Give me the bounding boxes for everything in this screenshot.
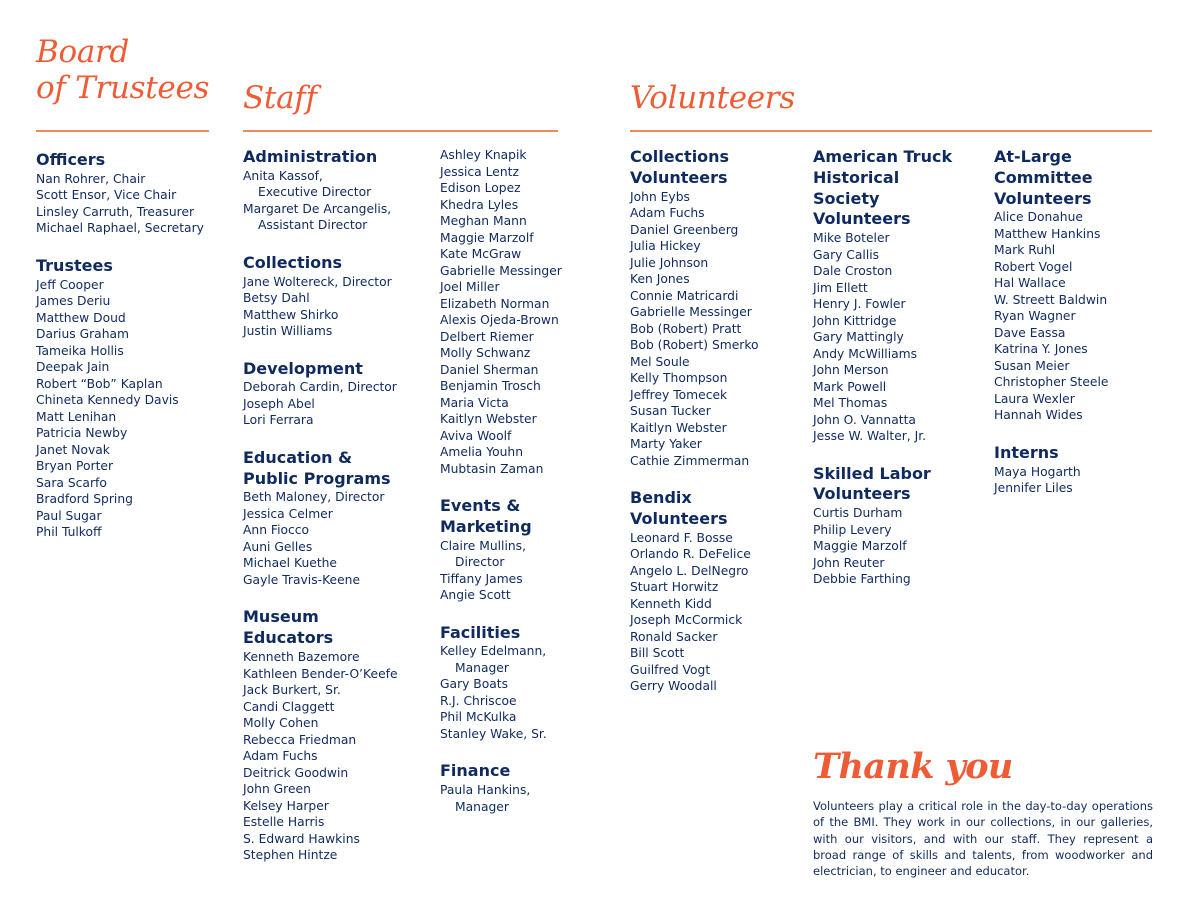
list-item: Robert “Bob” Kaplan [36,376,163,391]
list-item: Betsy Dahl [243,291,310,306]
list-item: Leonard F. Bosse [630,530,733,545]
list-item: Manager [455,799,509,814]
list-item: Ryan Wagner [994,309,1076,324]
educators-title-line1: Museum [243,607,319,627]
list-item: R.J. Chriscoe [440,693,517,708]
list-item: Joseph McCormick [630,613,743,628]
list-item: Angelo L. DelNegro [630,563,749,578]
list-item: Tiffany James [440,571,523,586]
list-item: Kelly Thompson [630,371,728,386]
volunteers-column-3 [994,147,1164,516]
list-item: Gabrielle Messinger [630,305,752,320]
list-item: Jessica Celmer [243,506,333,521]
list-item: John Eybs [630,189,690,204]
list-item: Kate McGraw [440,247,522,261]
events-title-line1: Events & [440,496,521,515]
list-item: Ronald Sacker [630,629,718,644]
list-item: Gabrielle Messinger [440,263,562,278]
list-item: Jeff Cooper [36,277,104,292]
truck-title-line3: Society [813,188,880,208]
education-section [243,448,433,589]
list-item: Adam Fuchs [243,749,318,764]
list-item: Jack Burkert, Sr. [243,683,341,698]
list-item: Marty Yaker [630,437,702,452]
interns-section [994,443,1164,497]
list-item: Paula Hankins, [440,783,531,798]
list-item: Kelsey Harper [243,798,329,813]
list-item: Chineta Kennedy Davis [36,393,179,408]
thank-you-heading: Thank you [813,746,1013,787]
list-item: Alice Donahue [994,210,1083,225]
list-item: Janet Novak [36,442,110,457]
truck-title-line2: Historical [813,167,900,187]
administration-title: Administration [243,147,378,166]
volunteers-heading: Volunteers [630,80,795,116]
list-item: Tameika Hollis [36,343,124,358]
collections-staff-title: Collections [243,252,343,272]
trustees-section [36,256,236,541]
skilled-labor-section [813,464,991,588]
list-item: Kaitlyn Webster [630,420,727,435]
list-item: Mel Thomas [813,396,888,411]
list-item: Dave Eassa [994,325,1066,340]
bendix-section [630,488,810,695]
collections-volunteers-section [630,147,810,469]
list-item: Cathie Zimmerman [630,453,750,468]
list-item: Katrina Y. Jones [994,342,1088,357]
volunteers-column-1 [630,147,810,714]
trustees-title: Trustees [36,255,113,275]
list-item: Daniel Sherman [440,362,539,377]
thank-you-section [813,748,1153,879]
list-item: Maggie Marzolf [813,539,907,554]
list-item: Jesse W. Walter, Jr. [813,429,927,444]
list-item: Joseph Abel [243,396,315,411]
educators-continued [440,147,610,477]
list-item: Matthew Hankins [994,226,1101,241]
list-item: Kenneth Bazemore [243,650,360,665]
list-item: Bryan Porter [36,459,114,474]
collections-volunteers-title-line2: Volunteers [630,167,728,187]
educators-title-line2: Educators [243,628,334,648]
board-heading-line2: of Trustees [36,70,210,106]
list-item: Philip Levery [813,522,892,537]
board-divider [36,130,209,132]
list-item: Deepak Jain [36,360,110,375]
list-item: Matthew Doud [36,310,126,325]
list-item: Matthew Shirko [243,307,339,322]
list-item: Gary Mattingly [813,330,904,345]
list-item: Rebecca Friedman [243,732,357,747]
board-heading-line1: Board [36,34,130,70]
development-section [243,359,433,429]
list-item: S. Edward Hawkins [243,831,360,846]
volunteers-divider [630,130,1152,132]
interns-title: Interns [994,442,1059,462]
list-item: Gary Boats [440,677,509,692]
list-item: Susan Tucker [630,404,711,419]
list-item: Linsley Carruth, Treasurer [36,204,195,219]
list-item: Jim Ellett [813,280,868,295]
list-item: Elizabeth Norman [440,296,550,311]
list-item: Alexis Ojeda-Brown [440,313,559,327]
list-item: Jane Woltereck, Director [243,274,392,289]
education-title-line1: Education & [243,447,353,467]
officers-title: Officers [36,150,106,169]
list-item: W. Streett Baldwin [994,292,1108,307]
list-item: Ken Jones [630,272,690,287]
volunteers-column-2 [813,147,991,607]
list-item: John Kittridge [813,313,897,328]
list-item: Michael Raphael, Secretary [36,221,204,236]
list-item: Beth Maloney, Director [243,490,385,505]
list-item: Deitrick Goodwin [243,765,349,780]
list-item: Amelia Youhn [440,445,524,459]
list-item: Susan Meier [994,358,1070,373]
list-item: Sara Scarfo [36,475,107,490]
events-section [440,496,610,604]
administration-section [243,147,433,234]
list-item: Debbie Farthing [813,572,911,587]
list-item: Executive Director [258,185,372,200]
facilities-title: Facilities [440,622,521,642]
bendix-title-line2: Volunteers [630,508,728,528]
list-item: Robert Vogel [994,259,1073,274]
collections-volunteers-title-line1: Collections [630,147,730,166]
list-item: Darius Graham [36,327,130,342]
list-item: Patricia Newby [36,426,128,441]
at-large-section [994,147,1164,424]
list-item: Claire Mullins, [440,538,526,553]
list-item: Margaret De Arcangelis, [243,201,392,216]
list-item: Laura Wexler [994,391,1075,406]
truck-title-line1: American Truck [813,147,953,166]
list-item: Maya Hogarth [994,464,1081,479]
list-item: Justin Williams [243,324,333,339]
list-item: Deborah Cardin, Director [243,380,397,395]
list-item: Matt Lenihan [36,409,117,424]
list-item: Molly Cohen [243,716,319,731]
list-item: Dale Croston [813,264,893,279]
list-item: Connie Matricardi [630,288,739,303]
list-item: Benjamin Trosch [440,379,541,393]
list-item: Andy McWilliams [813,346,918,361]
list-item: Mel Soule [630,354,690,369]
list-item: Julia Hickey [630,239,701,254]
list-item: Stuart Horwitz [630,580,719,595]
list-item: Kaitlyn Webster [440,412,537,426]
truck-society-section [813,147,991,445]
list-item: Kelley Edelmann, [440,644,547,659]
list-item: Gary Callis [813,247,880,262]
list-item: Mark Powell [813,379,887,394]
list-item: Henry J. Fowler [813,297,906,312]
atlarge-title-line3: Volunteers [994,188,1092,208]
list-item: Guilfred Vogt [630,662,711,677]
list-item: Orlando R. DeFelice [630,547,751,562]
list-item: Joel Miller [440,280,500,294]
list-item: John O. Vannatta [813,412,916,427]
list-item: Phil Tulkoff [36,525,102,540]
list-item: Scott Ensor, Vice Chair [36,188,177,203]
staff-column-2 [440,147,610,834]
education-title-line2: Public Programs [243,468,391,488]
list-item: Meghan Mann [440,214,527,228]
list-item: Christopher Steele [994,375,1109,390]
events-title-line2: Marketing [440,516,532,536]
list-item: Ashley Knapik [440,148,527,162]
list-item: Manager [455,660,509,675]
officers-section [36,150,236,237]
truck-title-line4: Volunteers [813,209,911,229]
list-item: Mark Ruhl [994,243,1056,258]
list-item: Bradford Spring [36,492,133,507]
list-item: Auni Gelles [243,539,313,554]
skilled-title-line1: Skilled Labor [813,463,931,483]
list-item: Hannah Wides [994,408,1083,423]
list-item: Michael Kuethe [243,556,337,571]
list-item: Nan Rohrer, Chair [36,171,146,186]
list-item: Angie Scott [440,588,511,603]
list-item: Anita Kassof, [243,168,323,183]
list-item: James Deriu [36,294,111,309]
list-item: John Merson [813,363,889,378]
list-item: Lori Ferrara [243,413,314,428]
list-item: Estelle Harris [243,815,325,830]
list-item: Assistant Director [258,218,368,233]
skilled-title-line2: Volunteers [813,484,911,504]
list-item: John Reuter [813,555,885,570]
list-item: Kathleen Bender-O’Keefe [243,666,398,681]
staff-divider [243,130,558,132]
list-item: Aviva Woolf [440,428,512,443]
list-item: Jessica Lentz [440,164,519,179]
list-item: Kenneth Kidd [630,596,712,611]
board-heading [36,34,209,106]
thank-you-text: Volunteers play a critical role in the day-to-day operations of the BMI. They work in our collections, in our galleries, with our visitors, and with our staff. They represent a broad range of skills and talents, from woodworker and electrician, to engineer and educator. [813,799,1153,879]
list-item: Ann Fiocco [243,523,310,538]
staff-column-1 [243,147,433,883]
list-item: Molly Schwanz [440,346,531,360]
facilities-section [440,623,610,743]
staff-heading: Staff [243,80,317,116]
bendix-title-line1: Bendix [630,488,692,508]
list-item: Jennifer Liles [994,481,1073,496]
list-item: Gerry Woodall [630,679,717,694]
list-item: Stephen Hintze [243,848,338,863]
collections-staff-section [243,253,433,340]
list-item: Bill Scott [630,646,685,661]
list-item: Bob (Robert) Pratt [630,321,742,336]
educators-section [243,607,433,863]
list-item: Jeffrey Tomecek [630,387,728,402]
list-item: Edison Lopez [440,181,521,195]
list-item: Phil McKulka [440,710,517,725]
list-item: Daniel Greenberg [630,222,739,237]
list-item: Bob (Robert) Smerko [630,338,759,353]
list-item: Khedra Lyles [440,197,519,212]
atlarge-title-line2: Committee [994,167,1093,187]
list-item: Curtis Durham [813,506,903,521]
list-item: Gayle Travis-Keene [243,572,361,587]
list-item: Candi Claggett [243,699,335,714]
list-item: Delbert Riemer [440,329,534,344]
list-item: Maria Victa [440,395,509,410]
list-item: Mike Boteler [813,231,890,246]
list-item: Mubtasin Zaman [440,461,544,476]
list-item: Hal Wallace [994,276,1066,291]
list-item: Julie Johnson [630,255,709,270]
finance-section [440,761,610,815]
list-item: John Green [243,782,311,797]
finance-title: Finance [440,761,511,781]
board-column [36,150,236,560]
list-item: Adam Fuchs [630,206,705,221]
atlarge-title-line1: At-Large [994,147,1072,166]
list-item: Paul Sugar [36,508,102,523]
list-item: Stanley Wake, Sr. [440,726,547,741]
list-item: Director [455,555,505,570]
list-item: Maggie Marzolf [440,230,534,245]
development-title: Development [243,358,363,378]
